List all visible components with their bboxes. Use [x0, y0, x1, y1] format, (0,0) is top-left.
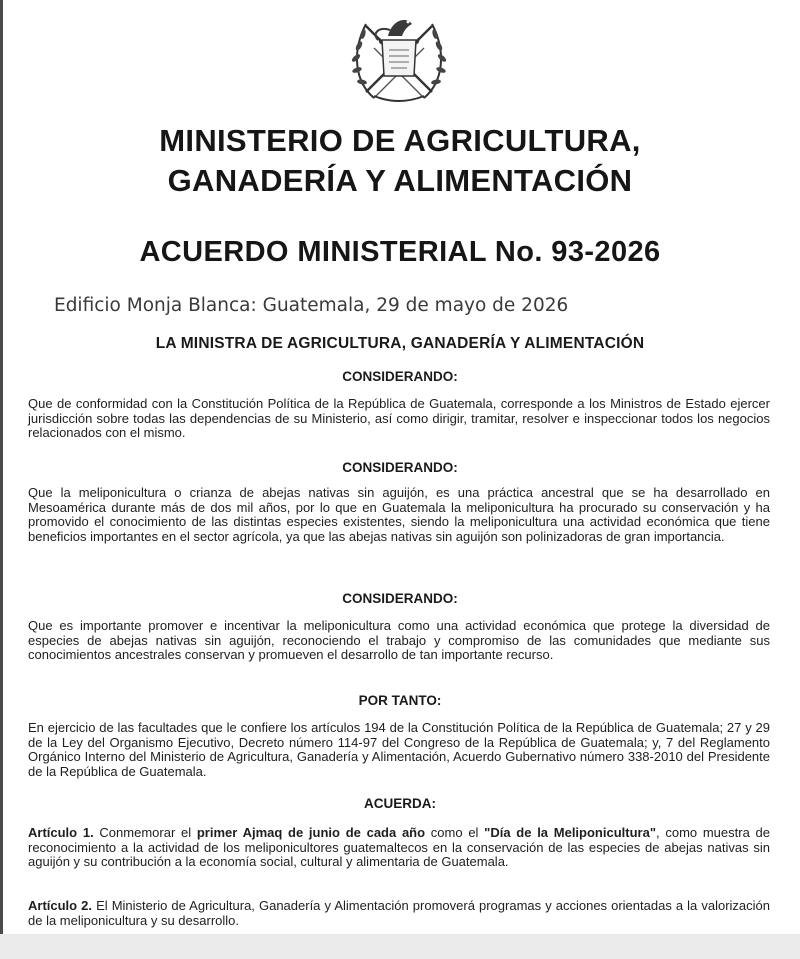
coat-of-arms-icon — [344, 6, 454, 106]
article-2-text: El Ministerio de Agricultura, Ganadería y Alimentación promoverá programas y acciones orientadas a la valorización de la meliponicultura y su desarrollo. — [28, 898, 770, 928]
considerando-1-text: Que de conformidad con la Constitución Política de la República de Guatemala, corresponde a los Ministros de Estado ejercer jurisdicción sobre todas las dependencias de su Ministerio, así como dirigir, tramitar, resolver e inspeccionar todos los negocios relacionados con el mismo. — [28, 396, 770, 440]
article-2 — [28, 899, 770, 928]
page-bottom-strip — [0, 934, 800, 959]
article-1 — [28, 826, 770, 870]
considerando-2-heading: CONSIDERANDO: — [342, 460, 458, 475]
ministry-name-line-1: MINISTERIO DE AGRICULTURA, — [159, 123, 641, 158]
considerando-1-heading: CONSIDERANDO: — [342, 369, 458, 384]
acuerda-heading: ACUERDA: — [364, 796, 436, 811]
article-1-label: Artículo 1. — [28, 825, 94, 840]
issuing-authority: LA MINISTRA DE AGRICULTURA, GANADERÍA Y ALIMENTACIÓN — [155, 335, 645, 352]
article-1-text-c: , como muestra de reconocimiento a la actividad de los meliponicultores guatemaltecos en la conservación de las especies de abejas nativas sin aguijón y su contribución a la economía social, cultural y alimentaria de Guatemala. — [28, 825, 771, 869]
document-title: ACUERDO MINISTERIAL No. 93-2026 — [139, 236, 661, 268]
considerando-3-text: Que es importante promover e incentivar la meliponicultura como una actividad económica que protege la diversidad de especies de abejas nativas sin aguijón, reconociendo el trabajo y compromiso de las comunidades que mediante sus conocimientos ancestrales conservan y promueven el desarrollo de tan importante recurso. — [28, 618, 770, 662]
ministry-name-line-2: GANADERÍA Y ALIMENTACIÓN — [167, 163, 633, 198]
article-1-date: primer Ajmaq de junio de cada año — [196, 825, 426, 840]
article-2-label: Artículo 2. — [28, 898, 93, 913]
por-tanto-text: En ejercicio de las facultades que le confiere los artículos 194 de la Constitución Política de la República de Guatemala; 27 y 29 de la Ley del Organismo Ejecutivo, Decreto número 114-97 del Congreso de la República de Guatemala; y, 7 del Reglamento Orgánico Interno del Ministerio de Agricultura, Ganadería y Alimentación, Acuerdo Gubernativo número 338-2010 del Presidente de la República de Guatemala. — [28, 720, 770, 779]
article-1-day-name: "Día de la Meliponicultura" — [484, 825, 656, 840]
considerando-2-text: Que la meliponicultura o crianza de abejas nativas sin aguijón, es una práctica ancestral que se ha desarrollado en Mesoamérica durante más de dos mil años, por lo que en Guatemala la meliponicultura ha procurado su conservación y ha promovido el conocimiento de las distintas especies existentes, siendo la meliponicultura una actividad económica que tiene beneficios importantes en el sector agrícola, ya que las abejas nativas sin aguijón son polinizadoras de gran importancia. — [28, 485, 770, 544]
article-1-text-b: como el — [425, 825, 485, 840]
considerando-3-heading: CONSIDERANDO: — [342, 591, 458, 606]
por-tanto-heading: POR TANTO: — [358, 693, 442, 708]
place-and-date: Edificio Monja Blanca: Guatemala, 29 de mayo de 2026 — [54, 295, 569, 316]
article-1-text-a: Conmemorar el — [93, 825, 197, 840]
